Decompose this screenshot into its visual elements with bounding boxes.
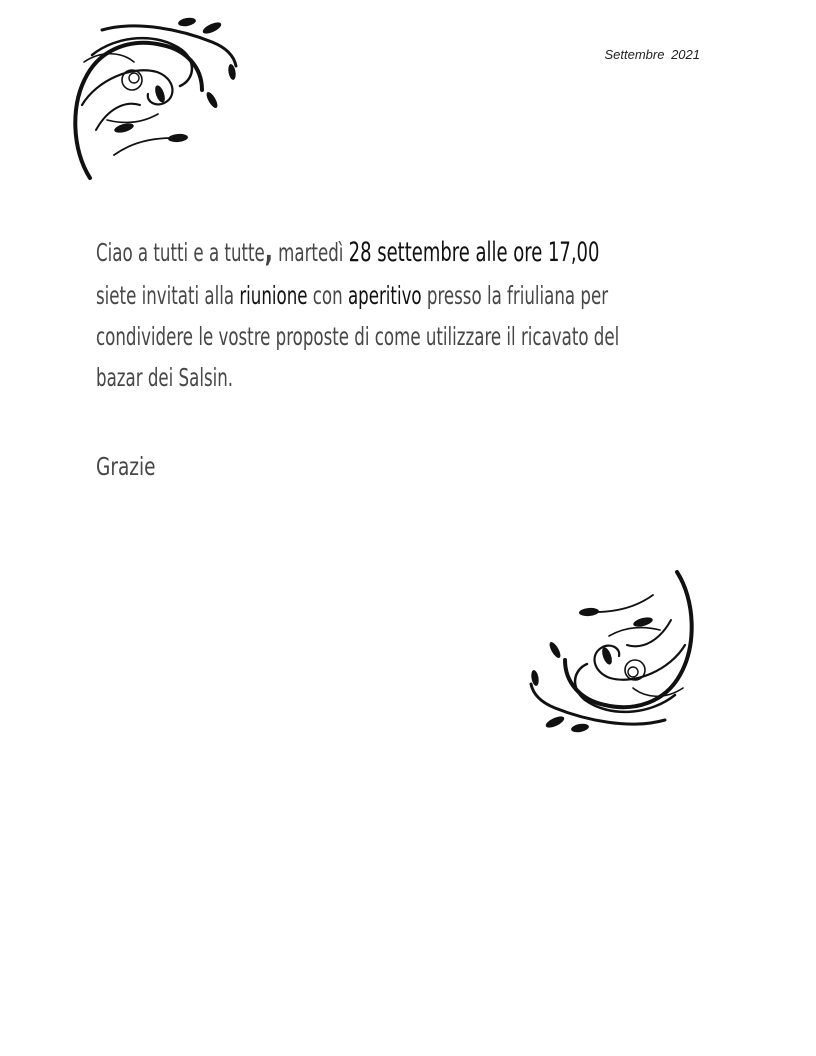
aperitif-word: aperitivo [347,281,422,310]
greeting-comma: , [264,231,273,269]
meeting-date-time: 28 settembre alle ore 17,00 [348,237,600,268]
with-text: con [307,281,348,310]
letter-line-3: condividere le vostre proposte di come utilizzare il ricavato del [96,322,620,351]
floral-corner-ornament-top [62,10,242,185]
floral-corner-ornament-bottom [525,565,705,740]
letter-body [96,228,620,397]
invite-text: siete invitati alla [96,281,240,310]
location-text: presso la friuliana per [421,281,609,310]
letter-line-1 [96,228,600,274]
greeting-text: Ciao a tutti e a tutte [96,238,265,267]
letter-line-2 [96,274,609,315]
letter-line-4: bazar dei Salsin. [96,363,234,392]
closing-text: Grazie [96,452,156,481]
meeting-word: riunione [239,281,308,310]
date-header: Settembre 2021 [604,47,700,62]
weekday-text: martedì [272,238,349,267]
